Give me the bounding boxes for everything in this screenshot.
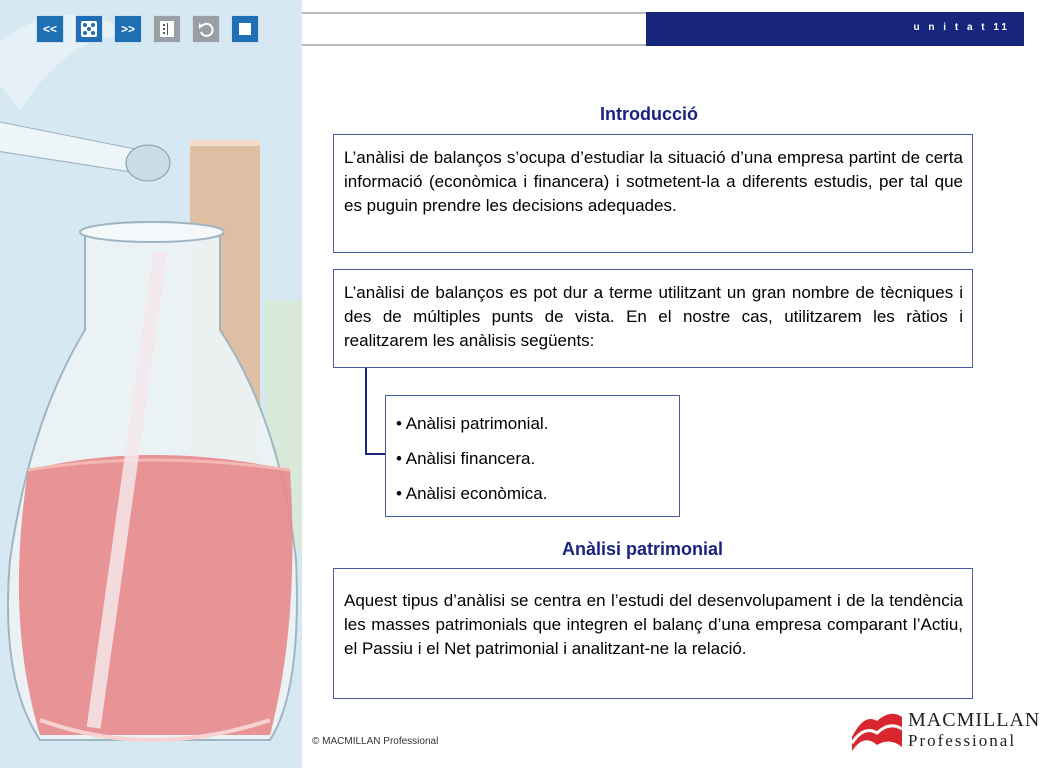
top-bar: [646, 12, 1024, 46]
intro-paragraph-box-2: [333, 269, 973, 368]
intro-paragraph-2: L’anàlisi de balanços es pot dur a terme utilitzant un gran nombre de tècniques i des de múltiples punts de vista. En el nostre cas, utilitzarem les ràtios i realitzarem les anàlisis següents:: [344, 283, 963, 350]
copyright-text: © MACMILLAN Professional: [312, 736, 439, 747]
unit-label: u n i t a t 11: [913, 22, 1010, 33]
macmillan-logo-icon: [850, 707, 904, 753]
patrimonial-heading: Anàlisi patrimonial: [562, 539, 724, 559]
dice-icon: [81, 21, 97, 37]
undo-icon: [198, 21, 214, 37]
logo-text-professional: Professional: [908, 731, 1017, 750]
patrimonial-paragraph-box: [333, 568, 973, 699]
next-label: >>: [120, 22, 135, 36]
list-item: • Anàlisi econòmica.: [396, 484, 548, 503]
intro-paragraph-1: L’anàlisi de balanços s’ocupa d’estudiar la situació d’una empresa partint de certa informació (econòmica i financera) i sotmetent-la a diferents estudis, per tal que es puguin prendre les decisions adequades.: [344, 148, 963, 215]
previous-button[interactable]: [36, 15, 64, 43]
lab-illustration: [0, 0, 302, 768]
intro-heading: Introducció: [600, 104, 698, 124]
macmillan-logo: [850, 705, 1040, 755]
stop-icon: [239, 23, 251, 35]
intro-paragraph-box: [333, 134, 973, 253]
connector-line: [365, 368, 367, 454]
lab-photo: [0, 0, 302, 768]
list-icon: [160, 21, 174, 37]
previous-label: <<: [42, 22, 57, 36]
analyses-list-box: [385, 395, 680, 517]
connector-line-horizontal: [365, 453, 385, 455]
next-button[interactable]: [114, 15, 142, 43]
logo-text-macmillan: MACMILLAN: [908, 709, 1040, 731]
list-button[interactable]: [153, 15, 181, 43]
index-button[interactable]: [75, 15, 103, 43]
list-item: • Anàlisi financera.: [396, 449, 536, 468]
undo-button[interactable]: [192, 15, 220, 43]
nav-toolbar: [36, 15, 259, 43]
analyses-list: [396, 406, 670, 511]
patrimonial-paragraph: Aquest tipus d’anàlisi se centra en l’estudi del desenvolupament i de la tendència les masses patrimonials que integren el balanç d’una empresa comparant l’Actiu, el Passiu i el Net patrimonial i analitzant-ne la relació.: [344, 591, 963, 658]
list-item: • Anàlisi patrimonial.: [396, 414, 549, 433]
top-rule: [302, 12, 646, 46]
stop-button[interactable]: [231, 15, 259, 43]
